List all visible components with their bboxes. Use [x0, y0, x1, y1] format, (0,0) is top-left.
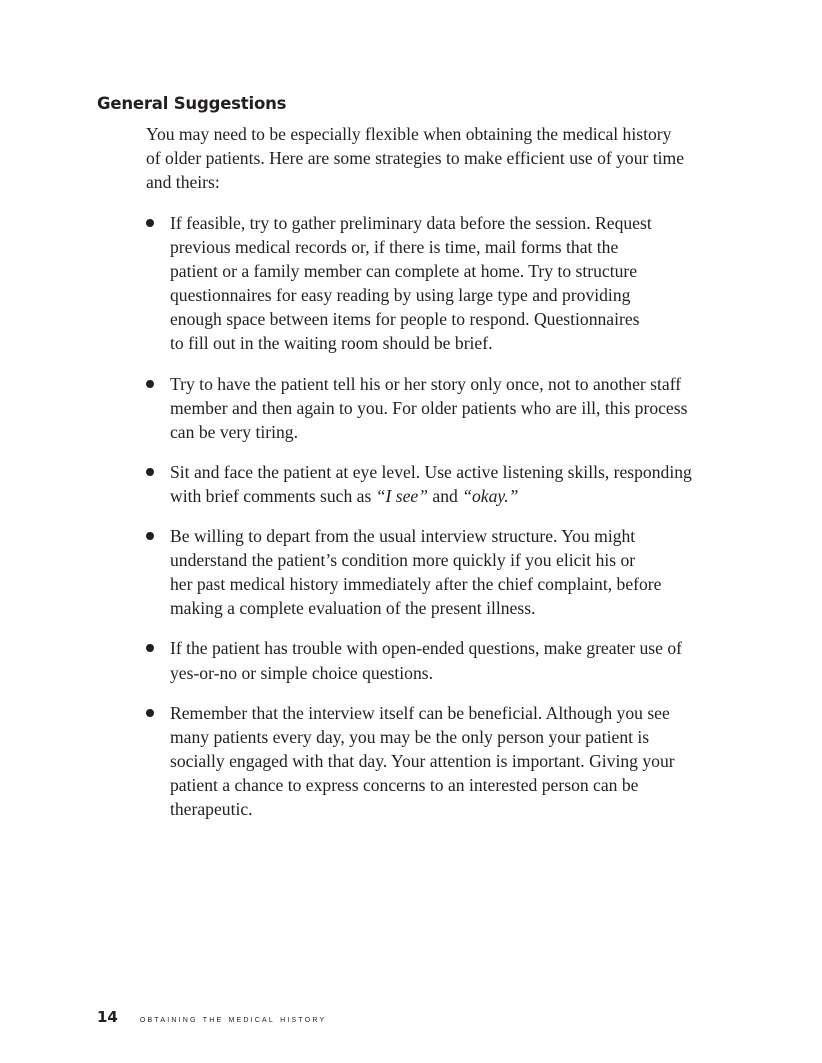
- list-item: [146, 372, 716, 444]
- item-line: questionnaires for easy reading by using large type and providing: [170, 285, 631, 306]
- item-line: member and then again to you. For older patients who are ill, this process: [170, 397, 688, 418]
- item-line: Remember that the interview itself can be beneficial. Although you see: [170, 702, 670, 723]
- bullet-icon: [146, 709, 154, 717]
- item-line: therapeutic.: [170, 798, 253, 819]
- item-line: making a complete evaluation of the present illness.: [170, 598, 536, 619]
- item-line: socially engaged with that day. Your attention is important. Giving your: [170, 750, 675, 771]
- item-line: enough space between items for people to respond. Questionnaires: [170, 309, 640, 330]
- bullet-icon: [146, 644, 154, 652]
- bullet-icon: [146, 468, 154, 476]
- item-text: and: [428, 485, 463, 506]
- item-line: patient a chance to express concerns to an interested person can be: [170, 774, 639, 795]
- list-item: [146, 211, 716, 356]
- item-line: understand the patient’s condition more quickly if you elicit his or: [170, 550, 636, 571]
- list-item: [146, 636, 716, 684]
- bullet-icon: [146, 380, 154, 388]
- page-footer: [97, 1008, 326, 1030]
- item-line: can be very tiring.: [170, 421, 298, 442]
- item-line: If feasible, try to gather preliminary data before the session. Request: [170, 213, 652, 233]
- item-line: yes-or-no or simple choice questions.: [170, 662, 434, 683]
- italic-quote: “I see”: [375, 485, 429, 506]
- page-number: 14: [97, 1008, 118, 1026]
- item-line: previous medical records or, if there is time, mail forms that the: [170, 237, 619, 258]
- item-line: her past medical history immediately after the chief complaint, before: [170, 574, 662, 595]
- item-text: with brief comments such as: [170, 485, 376, 506]
- item-line: patient or a family member can complete at home. Try to structure: [170, 261, 638, 282]
- item-line: to fill out in the waiting room should be brief.: [170, 333, 493, 354]
- section-heading: General Suggestions: [97, 94, 287, 113]
- intro-paragraph: [146, 122, 716, 194]
- item-line: Try to have the patient tell his or her story only once, not to another staff: [170, 373, 682, 394]
- running-head: obtaining the medical history: [139, 1013, 327, 1025]
- intro-line: You may need to be especially flexible when obtaining the medical history: [146, 124, 672, 144]
- item-line: Be willing to depart from the usual interview structure. You might: [170, 526, 636, 547]
- bullet-icon: [146, 219, 154, 227]
- list-item: [146, 524, 716, 620]
- list-item: [146, 460, 716, 508]
- item-line: Sit and face the patient at eye level. Use active listening skills, responding: [170, 461, 692, 482]
- intro-line: of older patients. Here are some strategies to make efficient use of your time: [146, 148, 685, 169]
- list-item: [146, 701, 716, 821]
- suggestions-list: [146, 211, 716, 837]
- intro-line: and theirs:: [146, 172, 220, 193]
- italic-quote: “okay.”: [462, 485, 519, 506]
- item-line: [170, 484, 716, 508]
- item-line: many patients every day, you may be the only person your patient is: [170, 726, 650, 747]
- item-line: If the patient has trouble with open-ended questions, make greater use of: [170, 638, 683, 659]
- bullet-icon: [146, 532, 154, 540]
